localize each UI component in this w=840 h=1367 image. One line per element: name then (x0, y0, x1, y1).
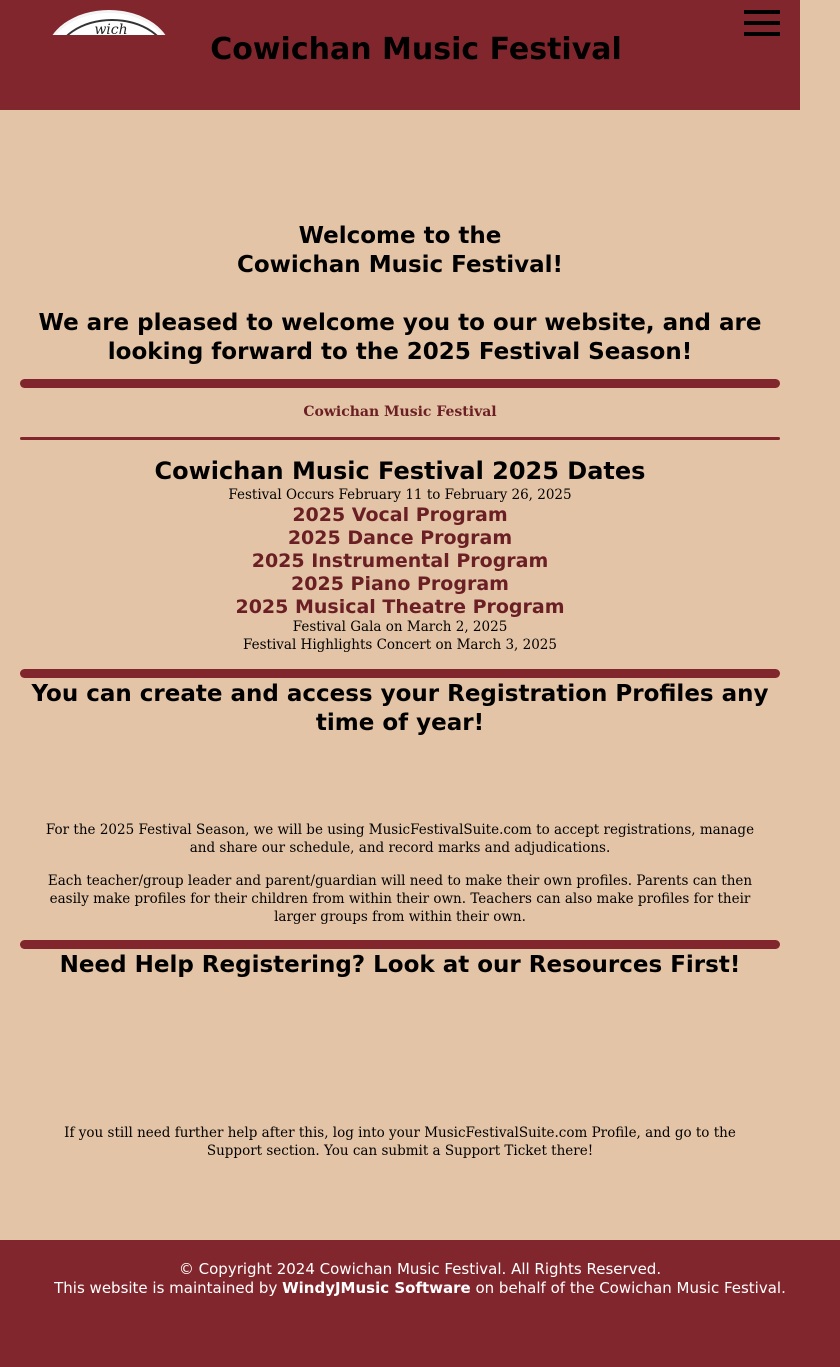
support-paragraph: If you still need further help after this, log into your MusicFestivalSuite.com Profile, and go to the Support section. You can submit a Support Ticket there! (64, 1125, 736, 1159)
program-link-dance[interactable]: 2025 Dance Program (287, 527, 513, 549)
festival-link[interactable]: Cowichan Music Festival (303, 404, 497, 420)
registration-info-paragraph: For the 2025 Festival Season, we will be using MusicFestivalSuite.com to accept registrations, manage and share our schedule, and record marks and adjudications. (45, 822, 755, 856)
copyright-text: © Copyright 2024 Cowichan Music Festival. All Rights Reserved. (178, 1260, 662, 1278)
program-link-musical-theatre[interactable]: 2025 Musical Theatre Program (235, 596, 565, 618)
menu-bar (744, 21, 780, 25)
welcome-line: looking forward to the 2025 Festival Season! (107, 339, 693, 365)
maintainer-suffix: on behalf of the Cowichan Music Festival. (470, 1279, 786, 1297)
maintainer-text (0, 1279, 840, 1298)
program-list (20, 504, 780, 619)
divider (20, 669, 780, 678)
menu-bar (744, 10, 780, 14)
festival-dates-text: Festival Occurs February 11 to February 26, 2025 (228, 487, 572, 503)
highlights-date-text: Festival Highlights Concert on March 3, 2025 (242, 637, 557, 653)
program-link-piano[interactable]: 2025 Piano Program (291, 573, 509, 595)
maintainer-prefix: This website is maintained by (54, 1279, 283, 1297)
menu-bar (744, 32, 780, 36)
maintainer-link[interactable]: WindyJMusic Software (282, 1279, 471, 1297)
profiles-heading: You can create and access your Registration Profiles any time of year! (31, 681, 769, 736)
help-heading: Need Help Registering? Look at our Resources First! (59, 952, 741, 978)
site-footer (0, 1240, 840, 1367)
divider (20, 940, 780, 949)
program-link-vocal[interactable]: 2025 Vocal Program (292, 504, 508, 526)
site-title: Cowichan Music Festival (210, 32, 622, 67)
welcome-line: Welcome to the (298, 223, 502, 249)
gala-date-text: Festival Gala on March 2, 2025 (292, 619, 508, 635)
welcome-line: We are pleased to welcome you to our website, and are (38, 310, 762, 336)
divider (20, 379, 780, 388)
dates-title: Cowichan Music Festival 2025 Dates (154, 457, 646, 485)
divider (20, 437, 780, 440)
program-link-instrumental[interactable]: 2025 Instrumental Program (251, 550, 549, 572)
logo-text: wich (94, 22, 128, 35)
welcome-heading (20, 222, 780, 367)
welcome-line: Cowichan Music Festival! (236, 252, 564, 278)
profiles-info-paragraph: Each teacher/group leader and parent/guardian will need to make their own profiles. Parents can then easily make profiles for their children from within their own. Teachers can also make profiles for their larger groups from within their own. (47, 873, 753, 925)
site-header (0, 0, 800, 110)
hamburger-menu-icon[interactable] (744, 10, 780, 36)
